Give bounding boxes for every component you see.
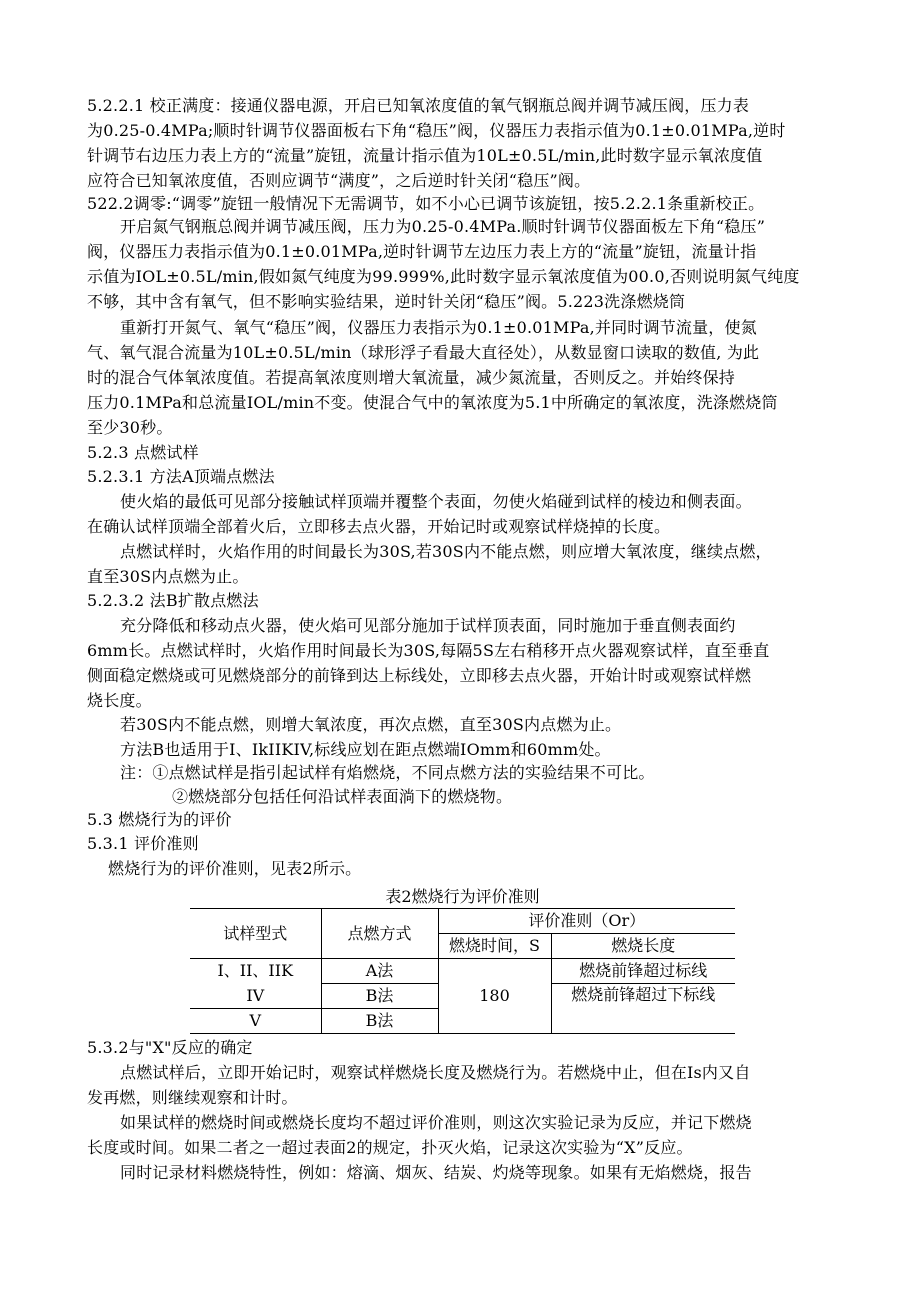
text-line: 重新打开氮气、氧气“稳压”阀，仪器压力表指示为0.1±0.01MPa,并同时调节流量，使氮 — [120, 318, 757, 337]
text-line: 气、氧气混合流量为10L±0.5L/min（球形浮子看最大直径处），从数显窗口读取的数值, 为此 — [87, 343, 760, 362]
text-line: 点燃试样后，立即开始记时，观察试样燃烧长度及燃烧行为。若燃烧中止，但在Is内又自 — [120, 1063, 751, 1082]
text-line: 直至30S内点燃为止。 — [87, 567, 249, 586]
cell-method: B法 — [321, 1009, 438, 1034]
cell-length: 燃烧前锋超过下标线 — [551, 984, 735, 1034]
text-line: 时的混合气体氧浓度值。若提高氧浓度则增大氧流量，减少氮流量，否则反之。并始终保持 — [87, 368, 736, 387]
text-line: 烧长度。 — [87, 691, 152, 710]
cell-specimen: IV — [190, 984, 321, 1009]
text-line: 至少30秒。 — [87, 418, 173, 437]
text-line: 示值为IOL±0.5L/min,假如氮气纯度为99.999%,此时数字显示氧浓度值为00.0,否则说明氮气纯度 — [87, 267, 800, 286]
text-line: 阀，仪器压力表指示值为0.1±0.01MPa,逆时针调节左边压力表上方的“流量”旋钮，流量计指 — [87, 242, 757, 261]
text-line: 压力0.1MPa和总流量IOL/min不变。使混合气中的氧浓度为5.1中所确定的氧浓度，洗涤燃烧筒 — [87, 393, 778, 412]
cell-method: A法 — [321, 959, 438, 984]
text-line: 在确认试样顶端全部着火后，立即移去点火器，开始记时或观察试样烧掉的长度。 — [87, 517, 671, 536]
text-line: 燃烧行为的评价准则，见表2所示。 — [108, 859, 362, 878]
text-line: 如果试样的燃烧时间或燃烧长度均不超过评价准则，则这次实验记录为反应，并记下燃烧 — [120, 1113, 752, 1132]
cell-specimen: V — [190, 1009, 321, 1034]
text-line: 长度或时间。如果二者之一超过表面2的规定，扑灭火焰，记录这次实验为“X”反应。 — [87, 1138, 693, 1157]
section-heading: 5.3.1 评价准则 — [87, 834, 199, 853]
text-line: 若30S内不能点燃，则增大氧浓度，再次点燃，直至30S内点燃为止。 — [120, 715, 622, 734]
cell-method: B法 — [321, 984, 438, 1009]
text-line: 同时记录材料燃烧特性，例如：熔滴、烟灰、结炭、灼烧等现象。如果有无焰燃烧，报告 — [120, 1163, 752, 1182]
header-length: 燃烧长度 — [551, 934, 735, 959]
section-heading: 5.2.3.1 方法A顶端点燃法 — [87, 467, 275, 486]
text-line: 方法B也适用于I、IkIIKIV,标线应划在距点燃端IOmm和60mm处。 — [120, 740, 611, 759]
cell-specimen: I、II、IIK — [190, 959, 321, 984]
note-line: 注：①点燃试样是指引起试样有焰燃烧，不同点燃方法的实验结果不可比。 — [120, 763, 655, 782]
text-line: 应符合已知氧浓度值，否则应调节“满度”，之后逆时针关闭“稳压”阀。 — [87, 171, 591, 190]
header-criteria: 评价准则（Or） — [438, 909, 735, 934]
text-line: 点燃试样时，火焰作用的时间最长为30S,若30S内不能点燃，则应增大氧浓度，继续点燃， — [120, 542, 772, 561]
text-line: 侧面稳定燃烧或可见燃烧部分的前锋到达上标线处，立即移去点火器，开始计时或观察试样燃 — [87, 666, 752, 685]
section-heading: 5.2.3 点燃试样 — [87, 443, 199, 462]
table-caption: 表2燃烧行为评价准则 — [385, 887, 540, 906]
cell-time: 180 — [438, 959, 551, 1034]
section-heading: 5.3.2与"X"反应的确定 — [87, 1038, 253, 1057]
text-line: 不够，其中含有氧气，但不影响实验结果，逆时针关闭“稳压”阀。5.223洗涤燃烧筒 — [87, 292, 686, 311]
text-line: 5.2.2.1 校正满度：接通仪器电源，开启已知氧浓度值的氧气钢瓶总阀并调节减压阀，压力表 — [87, 96, 750, 115]
text-line: 针调节右边压力表上方的“流量”旋钮，流量计指示值为10L±0.5L/min,此时数字显示氧浓度值 — [87, 146, 763, 165]
text-line: 使火焰的最低可见部分接触试样顶端并覆整个表面，勿使火焰碰到试样的棱边和侧表面。 — [120, 492, 752, 511]
cell-length: 燃烧前锋超过标线 — [551, 959, 735, 984]
text-line: 开启氮气钢瓶总阀并调节减压阀，压力为0.25-0.4MPa.顺时针调节仪器面板左下角“稳压” — [120, 217, 766, 236]
section-heading: 5.3 燃烧行为的评价 — [87, 810, 232, 829]
text-line: 6mm长。点燃试样时，火焰作用时间最长为30S,每隔5S左右稍移开点火器观察试样，直至垂直 — [87, 641, 770, 660]
criteria-table — [190, 908, 735, 1034]
section-heading: 5.2.3.2 法B扩散点燃法 — [87, 591, 259, 610]
text-line: 为0.25-0.4MPa;顺时针调节仪器面板右下角“稳压”阀，仪器压力表指示值为0.1±0.01MPa,逆时 — [87, 121, 786, 140]
header-ignition: 点燃方式 — [321, 909, 438, 959]
text-line: 522.2调零:“调零”旋钮一般情况下无需调节，如不小心已调节该旋钮，按5.2.2.1条重新校正。 — [87, 194, 765, 213]
header-time: 燃烧时间，S — [438, 934, 551, 959]
text-line: 发再燃，则继续观察和计时。 — [87, 1088, 298, 1107]
note-line: ②燃烧部分包括任何沿试样表面淌下的燃烧物。 — [172, 787, 513, 806]
text-line: 充分降低和移动点火器，使火焰可见部分施加于试样顶表面，同时施加于垂直侧表面约 — [120, 616, 736, 635]
header-specimen: 试样型式 — [190, 909, 321, 959]
